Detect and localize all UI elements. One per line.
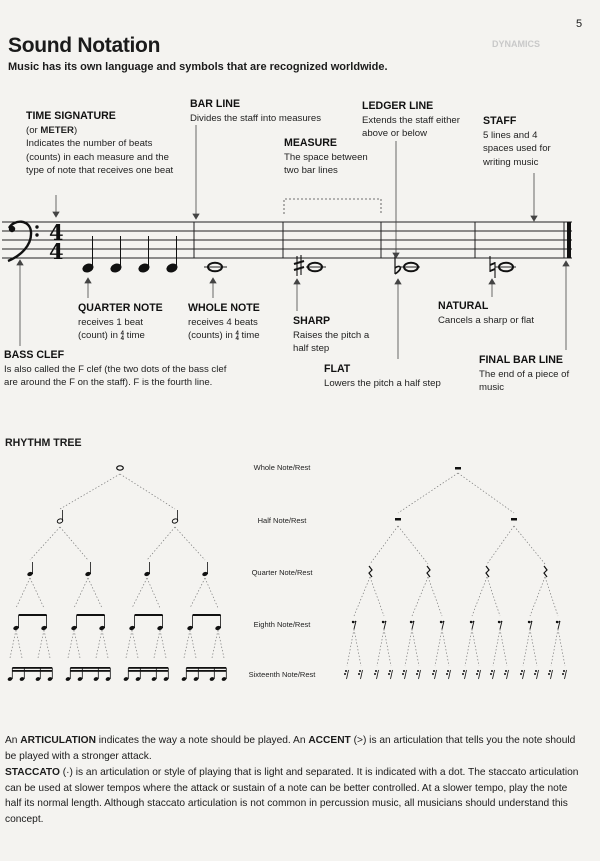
sixteenth-rest-dot	[402, 673, 404, 675]
page-subtitle: Music has its own language and symbols that are recognized worldwide.	[8, 61, 388, 73]
sixteenth-beam	[186, 667, 226, 669]
tree-branch	[523, 629, 530, 666]
tree-branch	[160, 630, 166, 658]
ledger-line-description: Extends the staff either above or below	[362, 114, 460, 139]
whole-rest-icon	[455, 467, 461, 470]
tree-branch	[551, 629, 558, 666]
final-bar-line-heading: FINAL BAR LINE	[479, 354, 563, 366]
tree-branch	[500, 629, 507, 666]
tree-branch	[147, 578, 160, 608]
sixteenth-rest-icon	[433, 670, 435, 672]
tree-branch	[132, 630, 138, 658]
articulation-term: ARTICULATION	[20, 735, 96, 746]
tree-branch	[354, 577, 370, 616]
eighth-beam	[135, 614, 163, 616]
bar-line-description: Divides the staff into measures	[190, 112, 322, 124]
sixteenth-rest-icon	[491, 670, 493, 672]
sharp-heading: SHARP	[293, 315, 331, 327]
tree-branch	[120, 474, 175, 509]
sixteenth-beam	[70, 667, 110, 669]
sixteenth-rest-dot	[520, 673, 522, 675]
tree-branch	[60, 527, 88, 560]
sixteenth-rest-dot	[534, 673, 536, 675]
sixteenth-rest-dot	[374, 673, 376, 675]
flat-heading: FLAT	[324, 363, 351, 375]
natural-heading: NATURAL	[438, 300, 489, 312]
sixteenth-beam	[186, 670, 226, 672]
sixteenth-rest-icon	[359, 670, 361, 672]
staccato-term: STACCATO	[5, 767, 60, 778]
tree-branch	[102, 630, 108, 658]
tree-branch	[205, 578, 218, 608]
tree-branch	[30, 527, 60, 560]
tree-branch	[384, 629, 391, 666]
flat-description: Lowers the pitch a half step	[324, 377, 441, 389]
tree-branch	[68, 630, 74, 658]
final-bar-line-description: The end of a piece of music	[479, 368, 570, 393]
tree-branch	[412, 577, 428, 616]
sixteenth-rest-dot	[476, 673, 478, 675]
rhythm-level-label: Sixteenth Note/Rest	[248, 670, 316, 679]
tree-branch	[472, 629, 479, 666]
sixteenth-rest-icon	[345, 670, 347, 672]
eighth-beam	[193, 614, 221, 616]
tree-branch	[60, 474, 120, 509]
sixteenth-rest-icon	[477, 670, 479, 672]
tree-branch	[126, 630, 132, 658]
tree-branch	[190, 578, 205, 608]
sixteenth-rest-dot	[490, 673, 492, 675]
quarter-rest-icon	[544, 566, 547, 577]
sixteenth-rest-dot	[446, 673, 448, 675]
sixteenth-beam	[12, 667, 52, 669]
tree-branch	[458, 473, 514, 513]
sixteenth-beam	[128, 667, 168, 669]
sixteenth-rest-dot	[416, 673, 418, 675]
tree-branch	[38, 630, 44, 658]
time-signature-bottom: 4	[49, 239, 64, 264]
staff-description: 5 lines and 4 spaces used for writing music	[483, 129, 551, 168]
tree-branch	[175, 527, 205, 560]
sixteenth-rest-dot	[432, 673, 434, 675]
half-rest-icon	[511, 518, 517, 521]
natural-description: Cancels a sharp or flat	[438, 314, 534, 326]
tree-branch	[354, 629, 361, 666]
time-signature-top: 4	[49, 220, 64, 245]
tree-branch	[442, 629, 449, 666]
sixteenth-beam	[128, 670, 168, 672]
sixteenth-rest-icon	[535, 670, 537, 672]
sixteenth-rest-icon	[403, 670, 405, 672]
tree-branch	[472, 577, 487, 616]
accent-term: ACCENT	[308, 735, 351, 746]
eighth-beam	[77, 614, 105, 616]
tree-branch	[218, 630, 224, 658]
tree-branch	[530, 577, 545, 616]
tree-branch	[184, 630, 190, 658]
sixteenth-rest-dot	[504, 673, 506, 675]
bass-clef-description: Is also called the F clef (the two dots of the bass clef are around the F on the staff). F is the fourth line.	[4, 363, 227, 388]
articulation-paragraph: An ARTICULATION indicates the way a note should be played. An ACCENT (>) is an articulation that tells you the note should be played with a stronger attack.	[5, 735, 576, 762]
sixteenth-rest-dot	[358, 673, 360, 675]
quarter-note-description-2: (count) in 4 4 time	[78, 330, 145, 342]
tree-branch	[74, 578, 88, 608]
tree-branch	[493, 629, 500, 666]
four-four-fraction-icon: 4 4	[235, 330, 239, 342]
tree-branch	[96, 630, 102, 658]
tree-branch	[398, 473, 458, 513]
time-signature-heading: TIME SIGNATURE	[26, 110, 116, 122]
sixteenth-rest-icon	[549, 670, 551, 672]
bass-clef-heading: BASS CLEF	[4, 349, 65, 361]
sixteenth-rest-icon	[505, 670, 507, 672]
rhythm-level-label: Quarter Note/Rest	[251, 568, 313, 577]
sixteenth-rest-icon	[521, 670, 523, 672]
tree-branch	[487, 577, 500, 616]
quarter-rest-icon	[427, 566, 430, 577]
tree-branch	[74, 630, 80, 658]
tree-branch	[16, 578, 30, 608]
tree-branch	[44, 630, 50, 658]
tree-branch	[545, 577, 558, 616]
sharp-description: Raises the pitch a half step	[293, 329, 370, 354]
ledger-line-heading: LEDGER LINE	[362, 100, 434, 112]
rhythm-level-label: Half Note/Rest	[257, 516, 307, 525]
quarter-note-description-1: receives 1 beat	[78, 316, 144, 328]
staff-heading: STAFF	[483, 115, 517, 127]
tree-branch	[428, 577, 442, 616]
measure-heading: MEASURE	[284, 137, 337, 149]
tree-branch	[154, 630, 160, 658]
sixteenth-rest-icon	[563, 670, 565, 672]
rhythm-level-label: Whole Note/Rest	[253, 463, 311, 472]
tree-branch	[370, 526, 398, 564]
page-number: 5	[576, 18, 583, 30]
tree-branch	[412, 629, 419, 666]
tree-branch	[487, 526, 514, 564]
quarter-rest-icon	[486, 566, 489, 577]
tree-branch	[147, 527, 175, 560]
tree-branch	[377, 629, 384, 666]
tree-branch	[347, 629, 354, 666]
quarter-note-heading: QUARTER NOTE	[78, 302, 163, 314]
tree-branch	[132, 578, 147, 608]
whole-note-description-2: (counts) in 4 4 time	[188, 330, 260, 342]
bleed-through-text: DYNAMICS	[492, 39, 541, 49]
half-rest-icon	[395, 518, 401, 521]
quarter-rest-icon	[369, 566, 372, 577]
tree-branch	[190, 630, 196, 658]
tree-branch	[370, 577, 384, 616]
time-signature-description: Indicates the number of beats (counts) in each measure and the type of note that receives one beat	[26, 138, 174, 176]
tree-branch	[10, 630, 16, 658]
sixteenth-rest-dot	[562, 673, 564, 675]
tree-branch	[405, 629, 412, 666]
sixteenth-beam	[12, 670, 52, 672]
sixteenth-rest-icon	[463, 670, 465, 672]
sixteenth-rest-icon	[417, 670, 419, 672]
tree-branch	[16, 630, 22, 658]
sixteenth-rest-icon	[389, 670, 391, 672]
sixteenth-rest-dot	[388, 673, 390, 675]
sixteenth-rest-dot	[344, 673, 346, 675]
whole-note-heading: WHOLE NOTE	[188, 302, 260, 314]
four-four-fraction-icon: 4 4	[120, 330, 125, 342]
meter-subheading: (or METER)	[26, 124, 78, 136]
sixteenth-rest-dot	[462, 673, 464, 675]
sixteenth-beam	[70, 670, 110, 672]
whole-note-description-1: receives 4 beats	[188, 316, 258, 328]
sixteenth-rest-icon	[375, 670, 377, 672]
staccato-paragraph: STACCATO (·) is an articulation or style of playing that is light and separated. It is indicated with a dot. The staccato articulation can be used at slower tempos where the attack or sustain of a note can be better controlled. At a slower tempo, play the note half its normal length. Although staccato articulation is not common in percussion music, all musicians should understand this concept.	[5, 767, 579, 825]
tree-branch	[212, 630, 218, 658]
eighth-beam	[19, 614, 47, 616]
bar-line-heading: BAR LINE	[190, 98, 241, 110]
tree-branch	[530, 629, 537, 666]
tree-branch	[465, 629, 472, 666]
measure-description: The space between two bar lines	[284, 151, 368, 176]
rhythm-level-label: Eighth Note/Rest	[253, 620, 311, 629]
sixteenth-rest-icon	[447, 670, 449, 672]
tree-branch	[514, 526, 545, 564]
tree-branch	[88, 578, 102, 608]
tree-branch	[398, 526, 428, 564]
rhythm-tree-heading: RHYTHM TREE	[5, 437, 82, 449]
page-title: Sound Notation	[8, 34, 161, 57]
whole-note-icon	[117, 466, 124, 470]
tree-branch	[558, 629, 565, 666]
tree-branch	[30, 578, 44, 608]
sixteenth-rest-dot	[548, 673, 550, 675]
tree-branch	[435, 629, 442, 666]
